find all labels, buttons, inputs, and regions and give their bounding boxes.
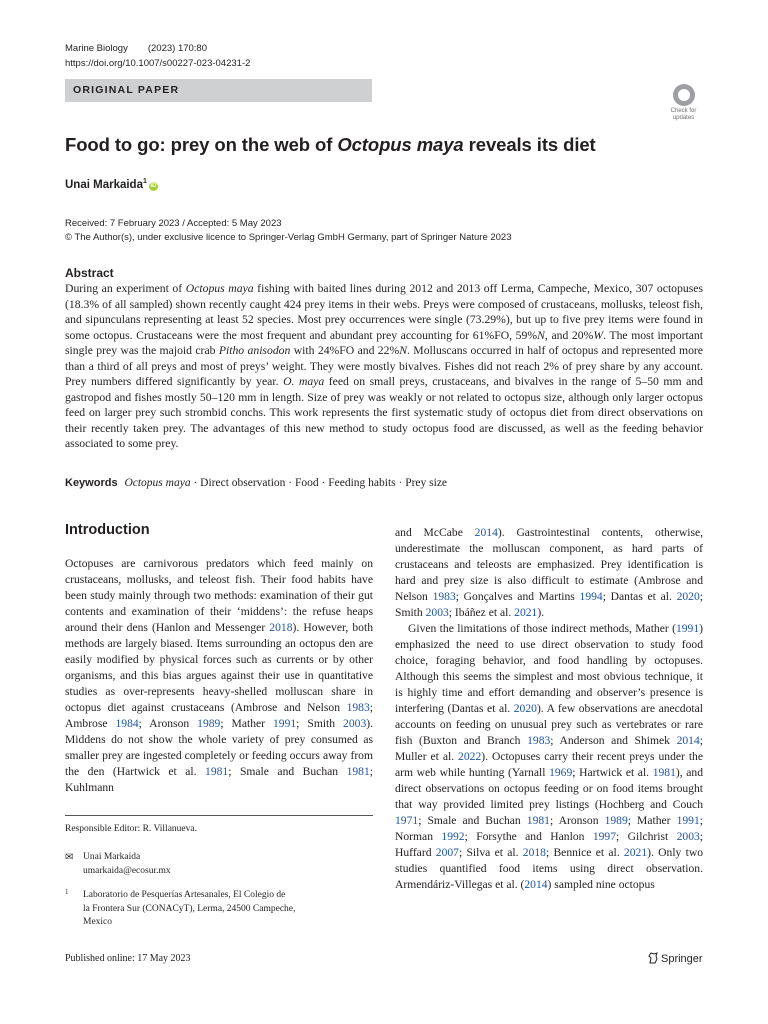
affiliation-number: 1 [65,888,69,896]
title-suffix: reveals its diet [463,134,596,155]
contact-info [83,851,171,878]
article-dates [65,217,512,245]
affiliation-line: la Frontera Sur (CONACyT), Lerma, 24500 Campeche, [83,903,296,914]
intro-column-left: Octopuses are carnivorous predators which feed mainly on crustaceans, mollusks, and teleost fish. Their food habits have been study mainly through two methods: examination of their gut contents and examination of their ‘middens’: the refuse heaps around their dens (Hanlon and Messenger 2018). However, both methods are largely biased. Items surrounding an octopus den are easily modified by physical forces such as currents or by other organisms, and this bias argues against their use in quantitative studies as over-represents heavy-shelled molluscan share in octopus diet against crustaceans (Ambrose and Nelson 1983; Ambrose 1984; Aronson 1989; Mather 1991; Smith 2003). Middens do not show the whole variety of prey consumed as smaller prey are ingested completely or feeding occurs away from the den (Hartwick et al. 1981; Smale and Buchan 1981; Kuhlmann [65,557,373,794]
contact-email[interactable]: umarkaida@ecosur.mx [83,865,171,876]
affiliation-line: Laboratorio de Pesquerías Artesanales, El Colegio de [83,890,286,900]
keyword-species: Octopus maya [124,477,191,489]
contact-name: Unai Markaida [83,852,141,862]
title-prefix: Food to go: prey on the web of [65,134,338,155]
check-updates-icon [673,84,695,106]
copyright: © The Author(s), under exclusive licence to Springer-Verlag GmbH Germany, part of Springer Nature 2023 [65,232,512,243]
abstract-body: During an experiment of Octopus maya fishing with baited lines during 2012 and 2013 off Lerma, Campeche, Mexico, 307 octopuses (18.3% of all sampled) shown recently caught 424 prey items in their webs. Preys were composed of crustaceans, mollusks, teleost fish, and sipunculans representing at least 52 species. Most prey occurrences were single (73.29%), but up to five prey items were found in some octopus. Crustaceans were the most frequent and abundant prey accounting for 61%FO, 59%N, and 20%W. The most important single prey was the majoid crab Pitho anisodon with 24%FO and 22%N. Molluscans occurred in half of octopus and represented more than a third of all preys and most of preys’ weight. They were mostly bivalves. Fishes did not reach 2% of prey share by any account. Prey numbers differed significantly by year. O. maya feed on small preys, crustaceans, and bivalves in the range of 5–50 mm and gastropod and fishes mostly 50–120 mm in length. Size of prey was weakly or not related to octopus size, although only larger octopus feed on larger prey such strombid conchs. This work represents the first systematic study of octopus diet from direct observations on their recently taken prey. The advantages of this new method to study octopus food are discussed, as well as the feeding behavior associated to some prey. [65,282,704,450]
orcid-icon[interactable]: iD [150,182,157,189]
keywords-label: Keywords [65,477,118,489]
doi-link[interactable]: https://doi.org/10.1007/s00227-023-04231-2 [65,58,251,69]
springer-horse-icon [648,952,659,964]
author-name[interactable]: Unai Markaida [65,178,143,191]
affiliation [83,889,343,930]
envelope-icon: ✉ [65,852,74,863]
paper-title [65,134,596,156]
affiliation-line: Mexico [83,917,113,927]
check-updates-button[interactable] [665,84,702,124]
springer-logo [648,952,703,965]
title-species: Octopus maya [337,134,464,155]
journal-header [65,41,250,71]
introduction-heading: Introduction [65,522,150,538]
author-line [65,178,158,191]
received-accepted: Received: 7 February 2023 / Accepted: 5 May 2023 [65,218,282,229]
abstract-heading: Abstract [65,266,114,280]
keywords [65,477,705,489]
journal-name: Marine Biology [65,43,128,54]
footnote-divider [65,815,373,816]
published-online: Published online: 17 May 2023 [65,953,191,964]
author-affiliation-sup: 1 [142,178,147,185]
publisher-name: Springer [661,953,703,965]
volume-info: (2023) 170:80 [147,43,208,54]
intro-column-right: and McCabe 2014). Gastrointestinal contents, otherwise, underestimate the molluscan component, as hard parts of crustaceans and teleosts are emphasized. Prey identification is hard and prey size is also difficult to estimate (Ambrose and Nelson 1983; Gonçalves and Martins 1994; Dantas et al. 2020; Smith 2003; Ibáñez et al. 2021). Given the limitations of those indirect methods, Mather (1991) emphasized the need to use direct observation to study food choice, foraging behavior, and food handling by octopuses. Although this seems the simplest and most obvious technique, it is highly time and effort demanding and observer’s presence is interfering (Dantas et al. 2020). A few observations are anecdotal accounts on feeding on unusual prey such as vertebrates or rare fish (Buxton and Branch 1983; Anderson and Shimek 2014; Muller et al. 2022). Octopuses carry their recent preys under the arm web while hunting (Yarnall 1969; Hartwick et al. 1981), and direct observations on octopus feeding or on food items brought that way provided limited prey listings (Hochberg and Couch 1971; Smale and Buchan 1981; Aronson 1989; Mather 1991; Norman 1992; Forsythe and Hanlon 1997; Gilchrist 2003; Huffard 2007; Silva et al. 2018; Bennice et al. 2021). Only two studies quantified food items using direct observation. Armendáriz-Villegas et al. (2014) sampled nine octopus [395,526,704,891]
check-updates-label: Check for updates [670,108,697,121]
article-type-label: ORIGINAL PAPER [73,84,180,96]
responsible-editor: Responsible Editor: R. Villanueva. [65,824,197,834]
keywords-list: · Direct observation · Food · Feeding habits · Prey size [190,477,448,489]
